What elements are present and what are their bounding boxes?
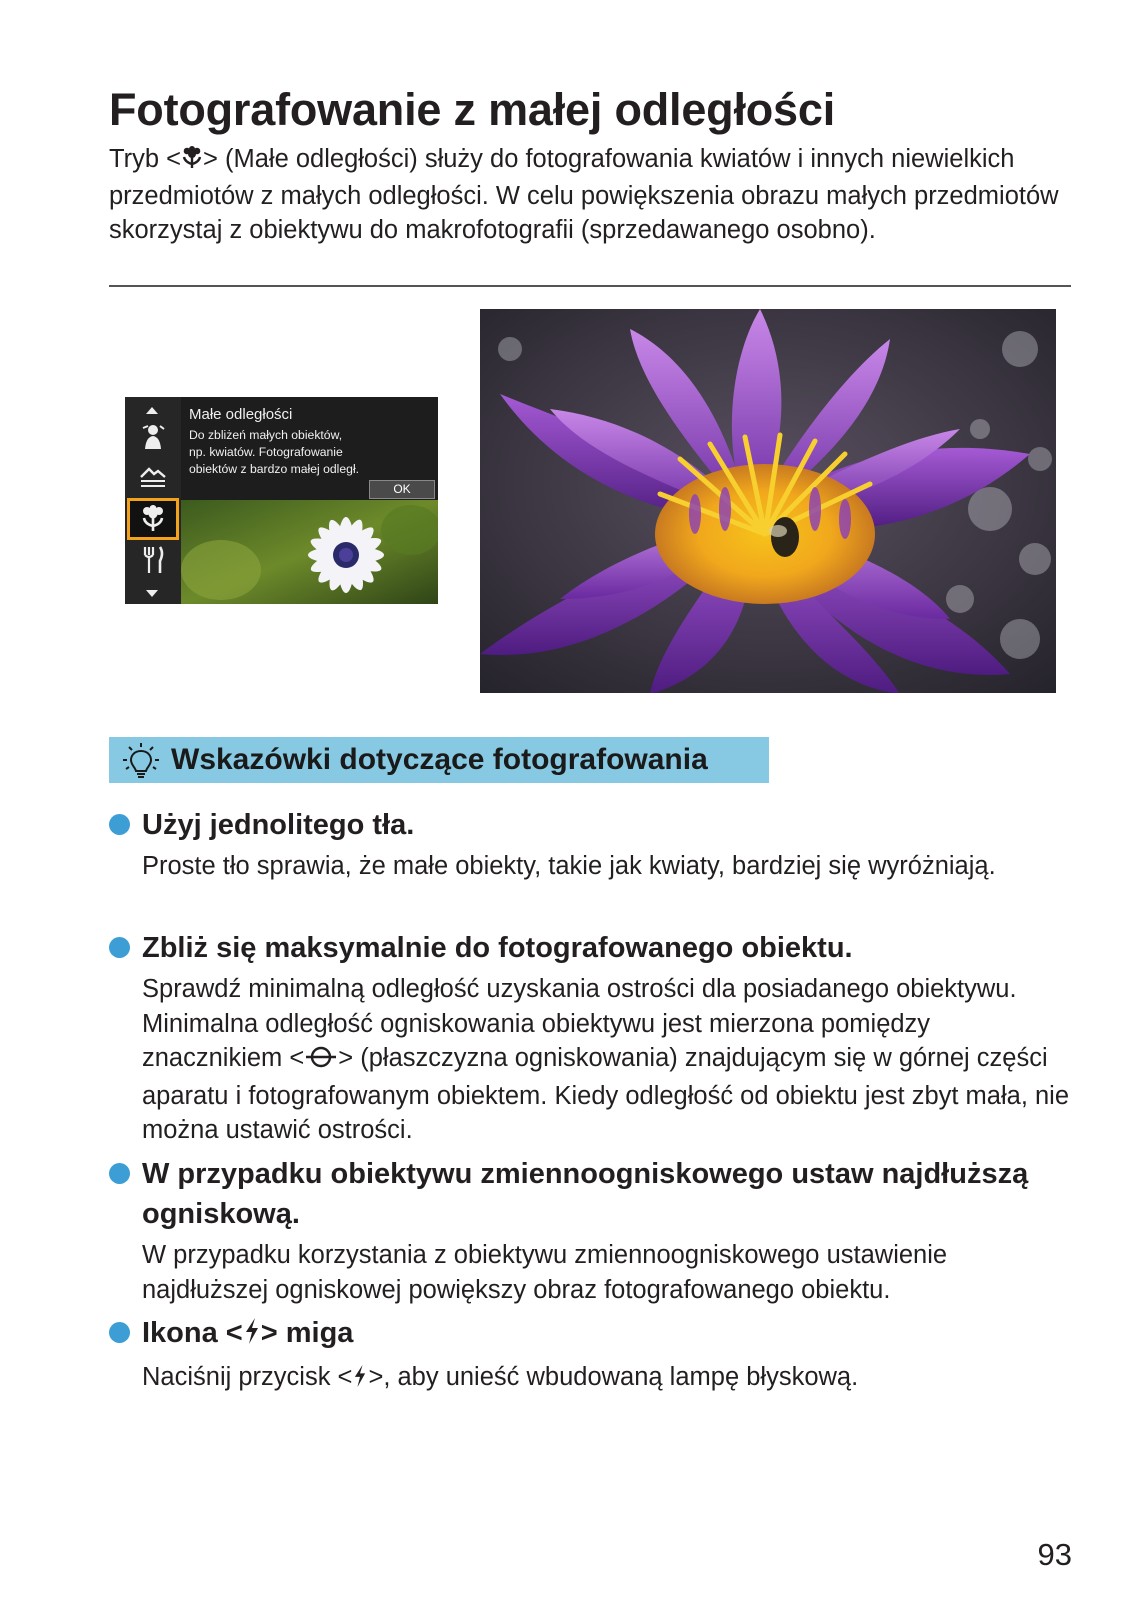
mode-description [189,405,359,478]
tip-item [109,1154,1069,1307]
landscape-mode-icon [139,463,167,491]
tip-body [142,1360,1069,1398]
scroll-up-icon [146,407,158,414]
bullet-dot [109,814,130,835]
flash-icon [352,1363,368,1398]
bullet-dot [109,1163,130,1184]
tip-body-after: > (płaszczyzna ogniskowania) znajdującym się w górnej części aparatu i fotografowanym obiektem. Kiedy odległość od obiektu jest zbyt mała, nie można ustawić ostrości. [142,1044,1070,1144]
tip-heading: Użyj jednolitego tła. [142,809,415,841]
page-number: 93 [1037,1537,1072,1572]
tip-item [109,928,1069,1148]
page-title: Fotografowanie z małej odległości [109,84,836,135]
tip-body-after: >, aby unieść wbudowaną lampę błyskową. [368,1363,859,1391]
portrait-mode-icon [139,423,167,451]
intro-text-before: Tryb < [109,145,182,173]
bullet-dot [109,937,130,958]
ok-button[interactable]: OK [369,480,435,499]
tip-heading [142,1313,1069,1356]
tip-body-before: Naciśnij przycisk < [142,1363,353,1391]
tip-heading: W przypadku obiektywu zmiennoogniskowego ustaw najdłuższą ogniskową. [142,1158,1029,1230]
tip-item [109,1313,1069,1398]
tips-header [109,737,769,783]
section-divider [109,285,1071,287]
water-lily-photo [480,309,1056,693]
bullet-dot [109,1322,130,1343]
focal-plane-icon [304,1044,338,1079]
daisy-preview-image [181,500,438,604]
flower-icon [181,145,203,179]
mode-desc-line: np. kwiatów. Fotografowanie [189,445,343,459]
close-up-mode-icon [127,498,179,540]
mode-title: Małe odległości [189,406,293,423]
tip-heading-before: Ikona < [142,1317,243,1349]
intro-text-after: > (Małe odległości) służy do fotografowania kwiatów i innych niewielkich przedmiotów z małych odległości. W celu powiększenia obrazu małych przedmiotów skorzystaj z obiektywu do makrofotografii (sprzedawanego osobno). [109,145,1059,244]
flash-icon [243,1316,261,1356]
scroll-down-icon [146,590,158,597]
tip-body-before: Sprawdź minimalną odległość uzyskania ostrości dla posiadanego obiektywu. Minimalna odległość ogniskowania obiektywu jest mierzona pomiędzy znacznikiem < [142,975,1017,1072]
mode-desc-line: Do zbliżeń małych obiektów, [189,428,343,442]
tip-heading-after: > miga [260,1317,354,1349]
tip-body: Proste tło sprawia, że małe obiekty, takie jak kwiaty, bardziej się wyróżniają. [142,852,996,880]
camera-screen [125,397,438,604]
mode-desc [189,427,359,478]
lightbulb-icon [119,741,163,784]
tip-heading: Zbliż się maksymalnie do fotografowanego obiektu. [142,932,853,964]
intro-paragraph [109,142,1069,247]
food-mode-icon [139,546,167,574]
tip-body: W przypadku korzystania z obiektywu zmiennoogniskowego ustawienie najdłuższej ogniskowej powiększy obraz fotografowanego obiektu. [142,1241,948,1304]
tip-body [142,972,1069,1148]
mode-desc-line: obiektów z bardzo małej odległ. [189,462,360,476]
tips-title: Wskazówki dotyczące fotografowania [171,743,708,776]
tip-item [109,805,1069,884]
